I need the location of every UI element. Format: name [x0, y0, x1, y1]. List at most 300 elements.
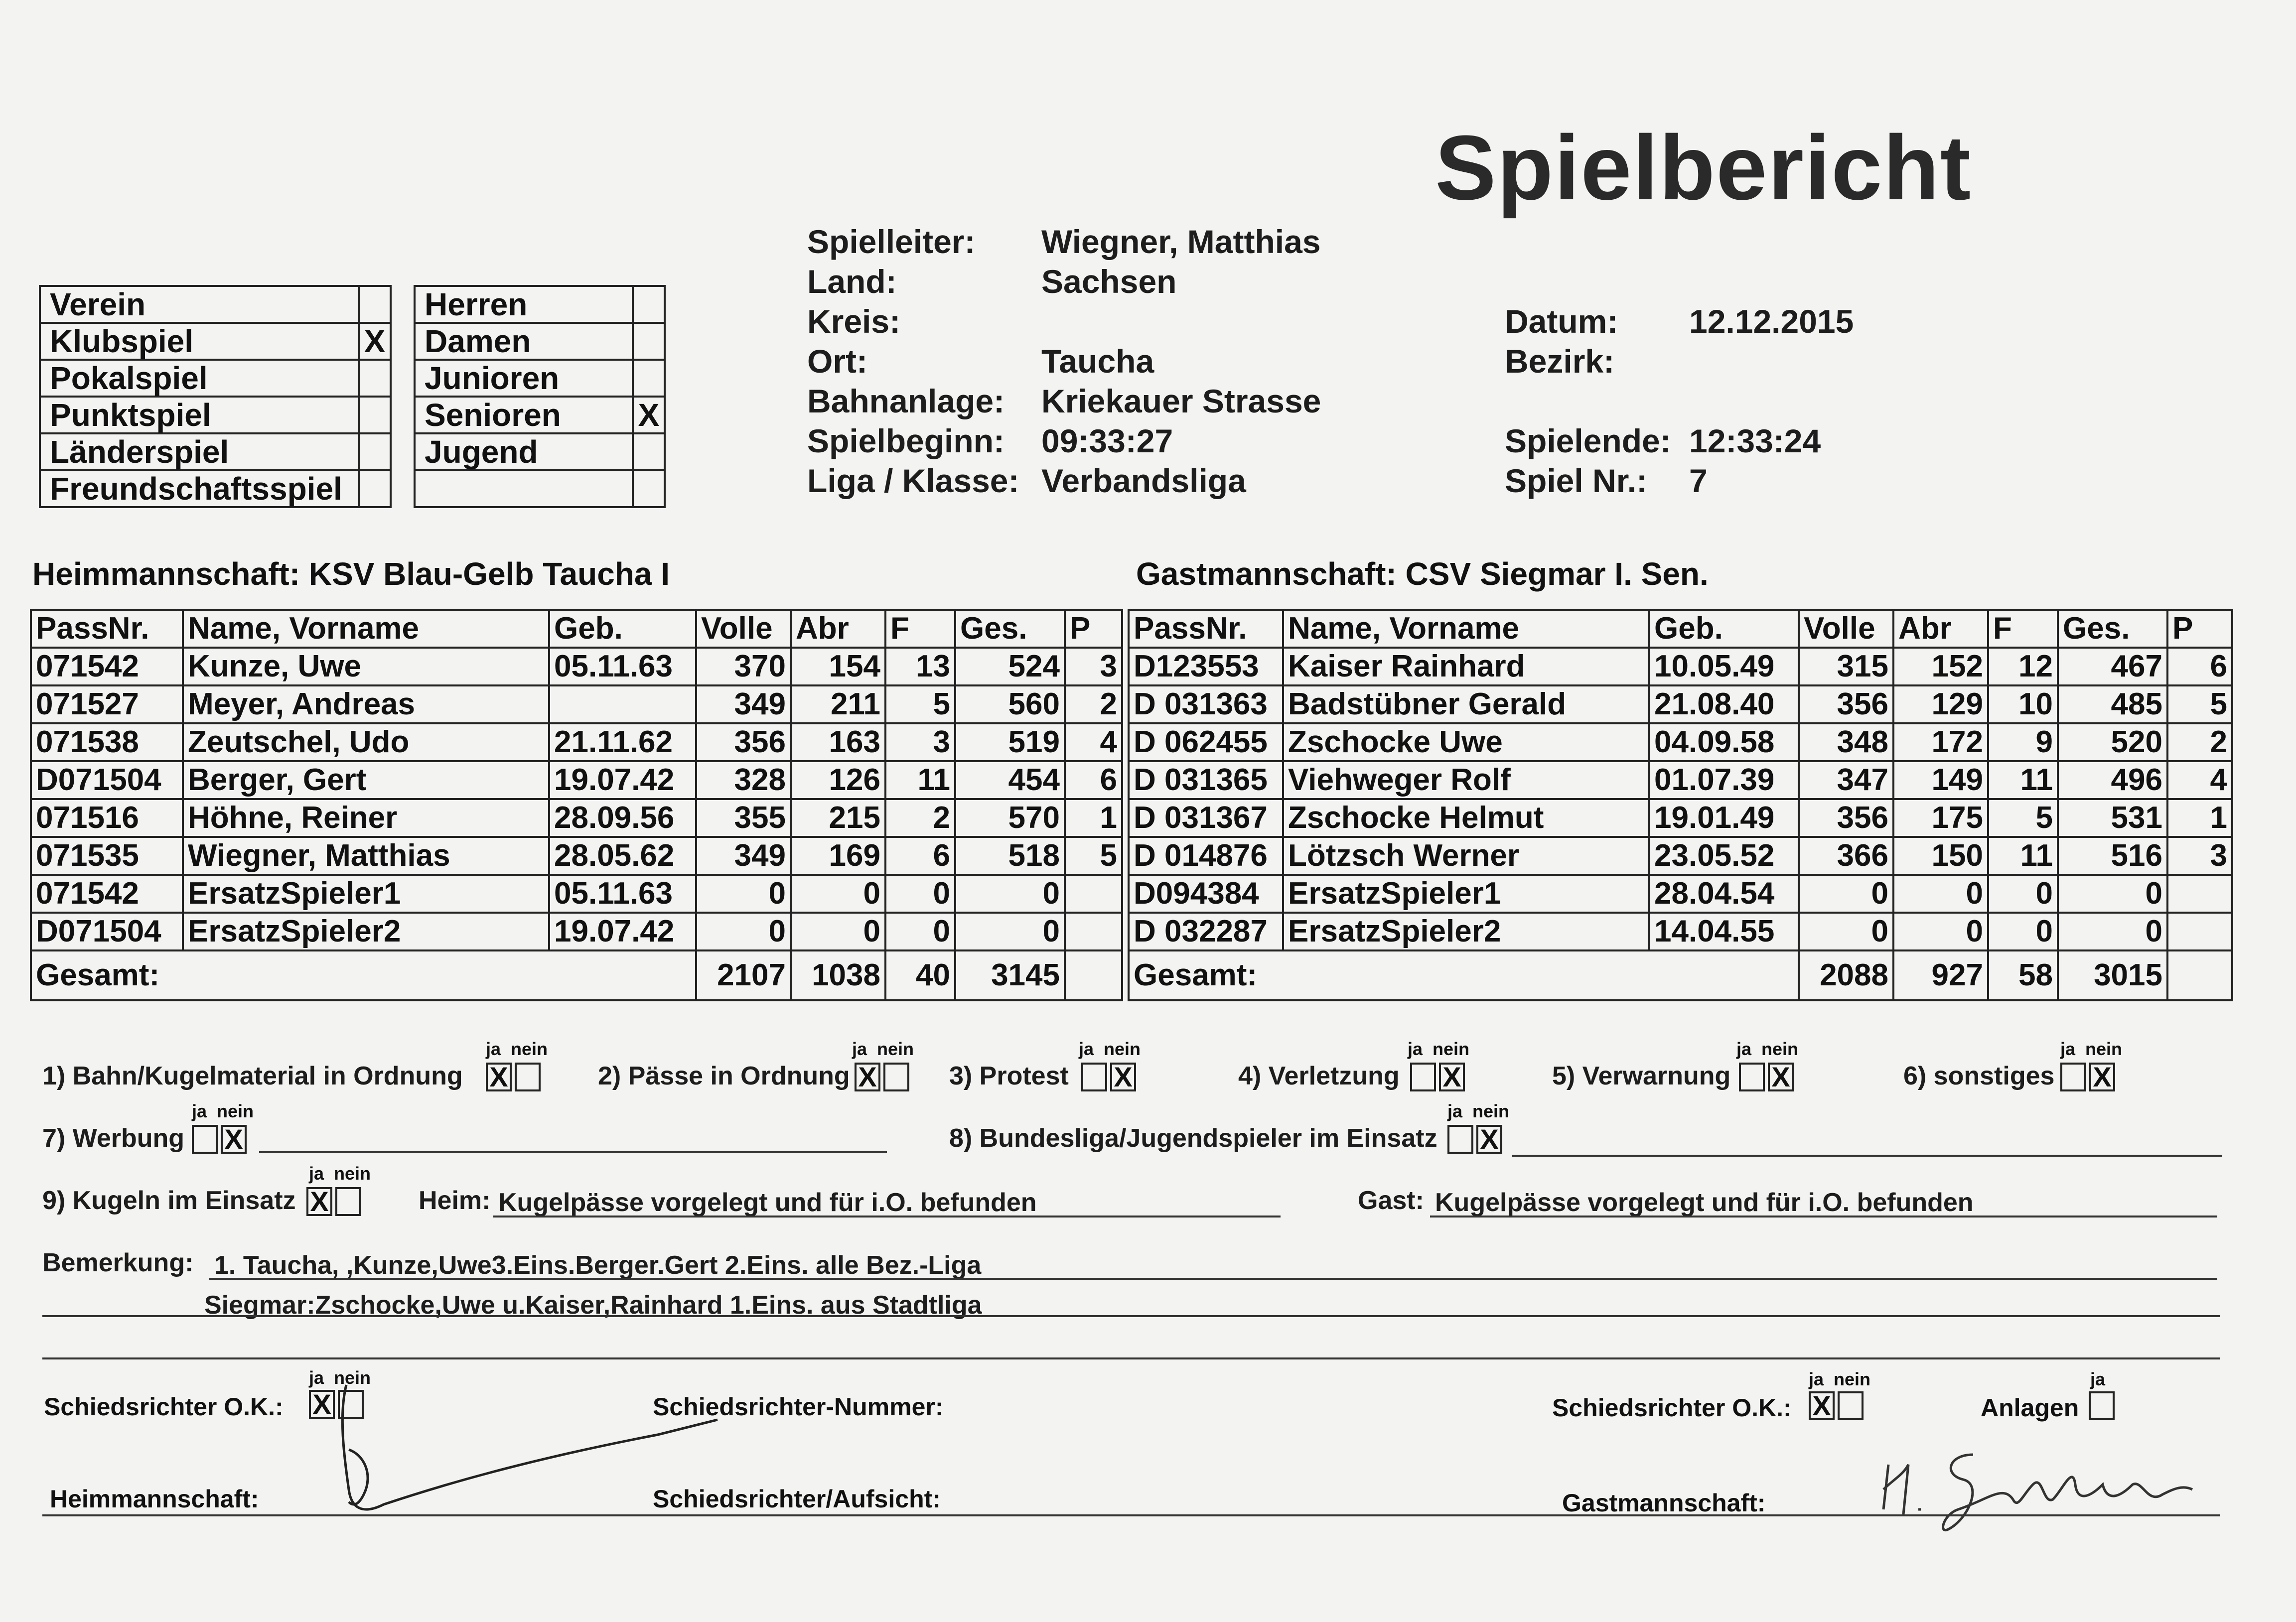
q1-label: 1) Bahn/Kugelmaterial in Ordnung [42, 1062, 463, 1090]
home-cell: 126 [791, 761, 885, 799]
home-total-cell [1065, 950, 1122, 1000]
guest-column-header: Geb. [1649, 610, 1799, 648]
home-player-row [31, 648, 1122, 685]
aufsicht-sign-label: Schiedsrichter/Aufsicht: [653, 1485, 941, 1513]
home-cell: 211 [791, 685, 885, 723]
guest-cell: 366 [1799, 837, 1893, 875]
guest-column-header: PassNr. [1129, 610, 1283, 648]
guest-header-row [1129, 610, 2232, 648]
home-cell: 356 [696, 723, 791, 761]
match-type-mark[interactable] [359, 433, 391, 470]
ort-value: Taucha [1041, 343, 1154, 380]
guest-cell: 5 [2167, 685, 2232, 723]
guest-cell: 4 [2167, 761, 2232, 799]
home-signature-icon [319, 1375, 767, 1524]
home-score-table [30, 609, 1123, 1001]
guest-cell: 0 [2058, 875, 2167, 913]
player-class-label: Herren [415, 286, 633, 323]
guest-cell: 1 [2167, 799, 2232, 837]
player-class-label: Jugend [415, 433, 633, 470]
home-cell: 349 [696, 685, 791, 723]
guest-cell: Zschocke Helmut [1283, 799, 1649, 837]
home-cell: 560 [955, 685, 1065, 723]
guest-cell: D 031363 [1129, 685, 1283, 723]
home-cell: 19.07.42 [549, 761, 696, 799]
player-class-row [415, 470, 665, 507]
schiri-nr-label: Schiedsrichter-Nummer: [653, 1393, 944, 1421]
guest-player-row [1129, 648, 2232, 685]
guest-signature-icon [1873, 1435, 2202, 1544]
bemerkung-label: Bemerkung: [42, 1248, 194, 1277]
home-cell: 05.11.63 [549, 875, 696, 913]
guest-cell: D 031367 [1129, 799, 1283, 837]
heimmannschaft-sign-label: Heimmannschaft: [50, 1485, 259, 1513]
home-cell: 519 [955, 723, 1065, 761]
guest-cell: 356 [1799, 799, 1893, 837]
home-player-row [31, 799, 1122, 837]
home-cell: Meyer, Andreas [183, 685, 549, 723]
liga-value: Verbandsliga [1041, 462, 1246, 499]
match-type-row [40, 360, 391, 397]
home-cell: 3 [1065, 648, 1122, 685]
guest-cell: 0 [1988, 875, 2058, 913]
guest-column-header: F [1988, 610, 2058, 648]
match-type-mark[interactable] [359, 286, 391, 323]
home-cell: ErsatzSpieler1 [183, 875, 549, 913]
guest-column-header: Volle [1799, 610, 1893, 648]
guest-player-row [1129, 723, 2232, 761]
match-type-row [40, 286, 391, 323]
match-type-label: Pokalspiel [40, 360, 359, 397]
home-cell: 0 [885, 875, 955, 913]
player-class-label [415, 470, 633, 507]
home-cell: ErsatzSpieler2 [183, 913, 549, 950]
home-cell: 1 [1065, 799, 1122, 837]
home-cell: 28.05.62 [549, 837, 696, 875]
home-cell: Zeutschel, Udo [183, 723, 549, 761]
home-cell [549, 685, 696, 723]
guest-player-row [1129, 875, 2232, 913]
q7-label: 7) Werbung [42, 1124, 185, 1153]
q3-label: 3) Protest [949, 1062, 1069, 1090]
q4-ja-nein: ja nein [1408, 1039, 1470, 1059]
guest-cell: 10.05.49 [1649, 648, 1799, 685]
guest-total-cell: 58 [1988, 950, 2058, 1000]
home-column-header: Name, Vorname [183, 610, 549, 648]
home-column-header: Ges. [955, 610, 1065, 648]
home-cell: 5 [1065, 837, 1122, 875]
player-class-mark[interactable]: X [633, 397, 665, 433]
home-cell: 071542 [31, 875, 183, 913]
home-cell: 328 [696, 761, 791, 799]
guest-total-cell [2167, 950, 2232, 1000]
home-player-row [31, 913, 1122, 950]
q6-label: 6) sonstiges [1903, 1062, 2055, 1090]
q8-ja-nein: ja nein [1447, 1101, 1510, 1121]
home-cell: 0 [696, 875, 791, 913]
home-cell: 05.11.63 [549, 648, 696, 685]
guest-cell: 11 [1988, 761, 2058, 799]
guest-total-cell: 927 [1893, 950, 1988, 1000]
guest-cell: 2 [2167, 723, 2232, 761]
land-value: Sachsen [1041, 263, 1177, 300]
home-cell: 4 [1065, 723, 1122, 761]
player-class-label: Junioren [415, 360, 633, 397]
match-type-row [40, 397, 391, 433]
home-column-header: F [885, 610, 955, 648]
q5-label: 5) Verwarnung [1552, 1062, 1731, 1090]
spielnr-label: Spiel Nr.: [1505, 462, 1648, 499]
guest-cell: ErsatzSpieler1 [1283, 875, 1649, 913]
q5-ja-checkbox[interactable] [1739, 1063, 1765, 1091]
home-cell: 071516 [31, 799, 183, 837]
bemerkung-underline3 [42, 1357, 2220, 1359]
guest-total-row [1129, 950, 2232, 1000]
spielleiter-value: Wiegner, Matthias [1041, 223, 1321, 260]
q1-ja-checkbox[interactable]: X [486, 1063, 512, 1091]
q9-ja-checkbox[interactable]: X [306, 1187, 332, 1216]
home-team-label: Heimmannschaft: KSV Blau-Gelb Taucha I [32, 556, 670, 592]
guest-cell: D094384 [1129, 875, 1283, 913]
match-type-label: Punktspiel [40, 397, 359, 433]
land-label: Land: [807, 263, 897, 300]
guest-cell: ErsatzSpieler2 [1283, 913, 1649, 950]
home-cell: 0 [955, 875, 1065, 913]
guest-cell: 0 [1988, 913, 2058, 950]
schiri-ok2-ja-nein: ja nein [1809, 1369, 1871, 1389]
home-player-row [31, 723, 1122, 761]
schiri-ok2-ja-checkbox[interactable]: X [1809, 1391, 1835, 1420]
schiri-ok-label: Schiedsrichter O.K.: [44, 1393, 284, 1421]
q8-line [1512, 1155, 2222, 1157]
guest-cell: 19.01.49 [1649, 799, 1799, 837]
q2-ja-checkbox[interactable]: X [855, 1063, 880, 1091]
q3-nein-checkbox[interactable]: X [1110, 1063, 1136, 1091]
home-cell: 6 [885, 837, 955, 875]
q5-ja-nein: ja nein [1736, 1039, 1799, 1059]
home-cell: 19.07.42 [549, 913, 696, 950]
home-cell: Höhne, Reiner [183, 799, 549, 837]
bemerkung-line1: 1. Taucha, ,Kunze,Uwe3.Eins.Berger.Gert 2.Eins. alle Bez.-Liga [214, 1251, 982, 1280]
guest-column-header: Name, Vorname [1283, 610, 1649, 648]
player-class-mark[interactable] [633, 323, 665, 360]
match-type-label: Klubspiel [40, 323, 359, 360]
q2-label: 2) Pässe in Ordnung [598, 1062, 850, 1090]
guest-cell: Badstübner Gerald [1283, 685, 1649, 723]
home-cell: Berger, Gert [183, 761, 549, 799]
home-cell: 349 [696, 837, 791, 875]
guest-cell: 23.05.52 [1649, 837, 1799, 875]
match-type-label: Länderspiel [40, 433, 359, 470]
guest-cell: Kaiser Rainhard [1283, 648, 1649, 685]
guest-cell: 347 [1799, 761, 1893, 799]
home-cell: 5 [885, 685, 955, 723]
guest-cell: 0 [1799, 875, 1893, 913]
guest-cell: 531 [2058, 799, 2167, 837]
match-type-box [39, 285, 392, 508]
player-class-label: Senioren [415, 397, 633, 433]
guest-cell [2167, 913, 2232, 950]
guest-total-cell: 3015 [2058, 950, 2167, 1000]
bezirk-label: Bezirk: [1505, 343, 1615, 380]
player-class-mark[interactable] [633, 470, 665, 507]
q9-ja-nein: ja nein [309, 1163, 371, 1184]
q1-ja-nein: ja nein [486, 1039, 548, 1059]
home-column-header: PassNr. [31, 610, 183, 648]
player-class-mark[interactable] [633, 286, 665, 323]
guest-cell: 348 [1799, 723, 1893, 761]
guest-cell: 516 [2058, 837, 2167, 875]
bemerkung-underline2 [42, 1315, 2220, 1317]
bahnanlage-label: Bahnanlage: [807, 383, 1005, 419]
bahnanlage-value: Kriekauer Strasse [1041, 383, 1321, 419]
header-left [807, 222, 1405, 511]
player-class-mark[interactable] [633, 360, 665, 397]
q7-nein-checkbox[interactable]: X [221, 1125, 247, 1154]
guest-cell: 0 [1893, 875, 1988, 913]
q3-ja-checkbox[interactable] [1081, 1063, 1107, 1091]
player-class-row [415, 397, 665, 433]
match-type-row [40, 433, 391, 470]
home-cell: 071538 [31, 723, 183, 761]
home-cell: 28.09.56 [549, 799, 696, 837]
home-column-header: Abr [791, 610, 885, 648]
player-class-row [415, 433, 665, 470]
guest-cell: 356 [1799, 685, 1893, 723]
datum-value: 12.12.2015 [1689, 303, 1854, 340]
home-column-header: Volle [696, 610, 791, 648]
home-cell: 570 [955, 799, 1065, 837]
guest-column-header: Ges. [2058, 610, 2167, 648]
guest-cell: 150 [1893, 837, 1988, 875]
match-type-mark[interactable] [359, 397, 391, 433]
heim-text: Kugelpässe vorgelegt und für i.O. befunden [498, 1188, 1037, 1217]
home-cell: 071542 [31, 648, 183, 685]
guest-cell: D 031365 [1129, 761, 1283, 799]
ort-label: Ort: [807, 343, 867, 380]
q2-nein-checkbox[interactable] [883, 1063, 909, 1091]
q9-label: 9) Kugeln im Einsatz [42, 1186, 296, 1215]
schiri-ok-ja-nein: ja nein [309, 1367, 371, 1388]
schiri-ok2-label: Schiedsrichter O.K.: [1552, 1394, 1792, 1422]
guest-cell: 520 [2058, 723, 2167, 761]
q9-nein-checkbox[interactable] [335, 1187, 361, 1216]
q4-ja-checkbox[interactable] [1410, 1063, 1436, 1091]
home-cell: Kunze, Uwe [183, 648, 549, 685]
home-player-row [31, 837, 1122, 875]
home-cell: 518 [955, 837, 1065, 875]
page-title: Spielbericht [1435, 116, 1972, 219]
guest-cell: D 014876 [1129, 837, 1283, 875]
spielende-label: Spielende: [1505, 422, 1671, 459]
home-cell: 071527 [31, 685, 183, 723]
home-cell: 163 [791, 723, 885, 761]
match-type-mark[interactable]: X [359, 323, 391, 360]
q5-nein-checkbox[interactable]: X [1768, 1063, 1794, 1091]
datum-label: Datum: [1505, 303, 1618, 340]
gast-line [1430, 1216, 2217, 1217]
home-total-cell: 1038 [791, 950, 885, 1000]
spielbeginn-label: Spielbeginn: [807, 422, 1004, 459]
guest-player-row [1129, 913, 2232, 950]
guest-cell: Zschocke Uwe [1283, 723, 1649, 761]
guest-total-cell: 2088 [1799, 950, 1893, 1000]
header-right [1505, 301, 1953, 511]
heim-line [493, 1216, 1281, 1217]
match-type-label: Freundschaftsspiel [40, 470, 359, 507]
kreis-label: Kreis: [807, 303, 901, 340]
guest-cell: 5 [1988, 799, 2058, 837]
guest-cell: 04.09.58 [1649, 723, 1799, 761]
home-cell: 13 [885, 648, 955, 685]
home-cell: 0 [791, 875, 885, 913]
home-cell: Wiegner, Matthias [183, 837, 549, 875]
q4-label: 4) Verletzung [1238, 1062, 1400, 1090]
q6-ja-nein: ja nein [2060, 1039, 2123, 1059]
home-total-row [31, 950, 1122, 1000]
liga-label: Liga / Klasse: [807, 462, 1019, 499]
home-cell: 0 [885, 913, 955, 950]
player-class-row [415, 286, 665, 323]
q6-nein-checkbox[interactable]: X [2089, 1063, 2115, 1091]
guest-cell: 0 [2058, 913, 2167, 950]
home-cell: 3 [885, 723, 955, 761]
home-cell [1065, 875, 1122, 913]
spielnr-value: 7 [1689, 462, 1708, 499]
guest-player-row [1129, 761, 2232, 799]
guest-player-row [1129, 685, 2232, 723]
guest-player-row [1129, 799, 2232, 837]
guest-cell [2167, 875, 2232, 913]
home-column-header: P [1065, 610, 1122, 648]
guest-cell: 129 [1893, 685, 1988, 723]
guest-score-table [1128, 609, 2233, 1001]
home-cell [1065, 913, 1122, 950]
guest-cell: 467 [2058, 648, 2167, 685]
match-type-row [40, 323, 391, 360]
home-cell: 524 [955, 648, 1065, 685]
home-total-cell: 2107 [696, 950, 791, 1000]
home-cell: 071535 [31, 837, 183, 875]
q4-nein-checkbox[interactable]: X [1439, 1063, 1465, 1091]
home-cell: 355 [696, 799, 791, 837]
spielleiter-label: Spielleiter: [807, 223, 976, 260]
guest-column-header: P [2167, 610, 2232, 648]
guest-cell: 0 [1893, 913, 1988, 950]
guest-cell: 3 [2167, 837, 2232, 875]
schiri-ok-ja-checkbox[interactable]: X [309, 1390, 335, 1419]
bemerkung-underline1 [209, 1278, 2217, 1280]
guest-cell: 14.04.55 [1649, 913, 1799, 950]
home-player-row [31, 761, 1122, 799]
home-cell: 215 [791, 799, 885, 837]
match-type-mark[interactable] [359, 470, 391, 507]
guest-cell: Viehweger Rolf [1283, 761, 1649, 799]
guest-cell: 485 [2058, 685, 2167, 723]
home-cell: 454 [955, 761, 1065, 799]
guest-cell: 175 [1893, 799, 1988, 837]
guest-cell: 01.07.39 [1649, 761, 1799, 799]
spielbeginn-value: 09:33:27 [1041, 422, 1173, 459]
q2-ja-nein: ja nein [852, 1039, 914, 1059]
home-player-row [31, 875, 1122, 913]
home-cell: 370 [696, 648, 791, 685]
guest-cell: D 032287 [1129, 913, 1283, 950]
guest-cell: 10 [1988, 685, 2058, 723]
q6-ja-checkbox[interactable] [2060, 1063, 2086, 1091]
heim-label: Heim: [419, 1186, 491, 1215]
home-cell: 2 [885, 799, 955, 837]
guest-cell: 9 [1988, 723, 2058, 761]
player-class-row [415, 323, 665, 360]
home-total-cell: 40 [885, 950, 955, 1000]
guest-cell: D123553 [1129, 648, 1283, 685]
guest-cell: 12 [1988, 648, 2058, 685]
q8-label: 8) Bundesliga/Jugendspieler im Einsatz [949, 1124, 1437, 1153]
guest-cell: 6 [2167, 648, 2232, 685]
match-type-row [40, 470, 391, 507]
player-class-mark[interactable] [633, 433, 665, 470]
anlagen-checkbox[interactable] [2089, 1391, 2115, 1420]
guest-cell: 149 [1893, 761, 1988, 799]
guest-cell: 172 [1893, 723, 1988, 761]
home-cell: 2 [1065, 685, 1122, 723]
player-class-row [415, 360, 665, 397]
guest-cell: 152 [1893, 648, 1988, 685]
home-cell: 0 [696, 913, 791, 950]
home-player-row [31, 685, 1122, 723]
q8-nein-checkbox[interactable]: X [1476, 1125, 1502, 1154]
gast-text: Kugelpässe vorgelegt und für i.O. befunden [1435, 1188, 1974, 1217]
gastmannschaft-sign-label: Gastmannschaft: [1562, 1489, 1766, 1517]
spielende-value: 12:33:24 [1689, 422, 1821, 459]
guest-player-row [1129, 837, 2232, 875]
home-cell: 169 [791, 837, 885, 875]
match-type-label: Verein [40, 286, 359, 323]
home-cell: 0 [791, 913, 885, 950]
guest-cell: 11 [1988, 837, 2058, 875]
q1-nein-checkbox[interactable] [515, 1063, 541, 1091]
q7-ja-nein: ja nein [192, 1101, 254, 1121]
home-cell: D071504 [31, 761, 183, 799]
guest-cell: 28.04.54 [1649, 875, 1799, 913]
guest-cell: Lötzsch Werner [1283, 837, 1649, 875]
home-header-row [31, 610, 1122, 648]
guest-cell: 315 [1799, 648, 1893, 685]
q7-line [259, 1151, 887, 1153]
home-column-header: Geb. [549, 610, 696, 648]
anlagen-label: Anlagen [1981, 1394, 2079, 1422]
schiri-ok2-nein-checkbox[interactable] [1838, 1391, 1864, 1420]
guest-cell: 21.08.40 [1649, 685, 1799, 723]
q3-ja-nein: ja nein [1079, 1039, 1141, 1059]
home-cell: D071504 [31, 913, 183, 950]
guest-column-header: Abr [1893, 610, 1988, 648]
guest-cell: D 062455 [1129, 723, 1283, 761]
anlagen-ja: ja [2090, 1369, 2106, 1389]
home-cell: 11 [885, 761, 955, 799]
bemerkung-line2: Siegmar:Zschocke,Uwe u.Kaiser,Rainhard 1.Eins. aus Stadtliga [204, 1291, 982, 1320]
home-total-cell: 3145 [955, 950, 1065, 1000]
home-cell: 21.11.62 [549, 723, 696, 761]
q7-ja-checkbox[interactable] [192, 1125, 218, 1154]
match-type-mark[interactable] [359, 360, 391, 397]
q8-ja-checkbox[interactable] [1447, 1125, 1473, 1154]
guest-total-label: Gesamt: [1129, 950, 1799, 1000]
home-total-label: Gesamt: [31, 950, 696, 1000]
guest-cell: 0 [1799, 913, 1893, 950]
player-class-label: Damen [415, 323, 633, 360]
